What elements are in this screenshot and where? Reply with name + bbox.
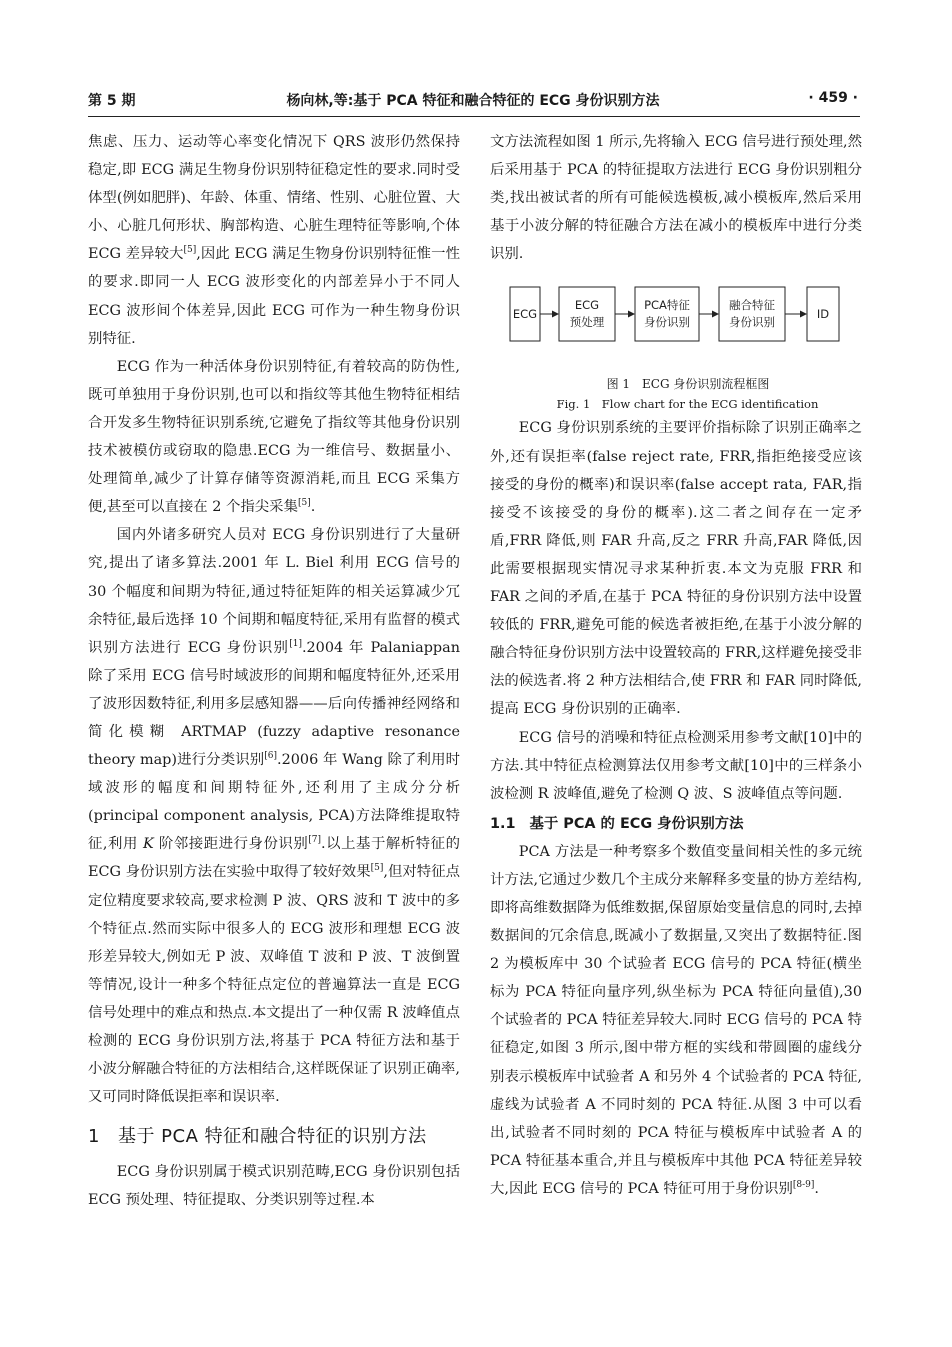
citation: [1] <box>289 638 302 649</box>
issue-number: 第 5 期 <box>88 93 136 109</box>
citation: [7] <box>308 835 322 846</box>
paragraph: ECG 身份识别属于模式识别范畴,ECG 身份识别包括 ECG 预处理、特征提取、分类识别等过程.本 <box>88 1164 460 1209</box>
paragraph: 文方法流程如图 1 所示,先将输入 ECG 信号进行预处理,然后采用基于 PCA 的特征提取方法进行 ECG 身份识别粗分类,找出被试者的所有可能候选模板,减小模板库,然后采用基于小波分解的特征融合方法在减小的模板库中进行分类识别. <box>490 134 862 263</box>
flowchart-figure <box>490 274 862 374</box>
citation: [6] <box>264 751 278 762</box>
svg-text:融合特征: 融合特征 <box>729 298 775 313</box>
paragraph: 焦虑、压力、运动等心率变化情况下 QRS 波形仍然保持稳定,即 ECG 满足生物身份识别特征稳定性的要求.同时受体型(例如肥胖)、年龄、体重、情绪、性别、心脏位置、大小、心脏几何形状、胸部构造、心脏生理特征等影响,个体 ECG 差异较大[5],因此 ECG 满足生物身份识别特征惟一性的要求.即同一人 ECG 波形变化的内部差异小于不同人 ECG 波形间个体差异,因此 ECG 可作为一种生物身份识别特征. <box>88 134 460 347</box>
right-column <box>490 128 862 1203</box>
svg-text:ECG: ECG <box>574 298 600 313</box>
svg-text:身份识别: 身份识别 <box>644 315 690 330</box>
figure-caption-en: Fig. 1 Flow chart for the ECG identification <box>556 397 819 412</box>
svg-text:预处理: 预处理 <box>569 315 605 330</box>
left-column <box>88 128 460 1214</box>
citation: [5] <box>183 245 197 256</box>
box-ecg-input <box>510 287 540 341</box>
citation: [5] <box>370 863 384 874</box>
paragraph: ECG 身份识别系统的主要评价指标除了识别正确率之外,还有误拒率(false reject rate, FRR,指拒绝接受应该接受的身份的概率)和误识率(false accept rata, FAR,指接受不该接受的身份的概率).这二者之间存在一定矛盾,FRR 降低,则 FAR 升高,反之 FRR 升高,FAR 降低,因此需要根据现实情况寻求某种折衷.本文为克服 FRR 和 FAR 之间的矛盾,在基于 PCA 特征的身份识别方法中设置较低的 FRR,避免可能的候选者被拒绝,在基于小波分解的融合特征身份识别方法中设置较高的 FRR,这样避免接受非法的候选者.将 2 种方法相结合,使 FRR 和 FAR 同时降低,提高 ECG 身份识别的正确率. <box>490 420 862 718</box>
citation: [8-9] <box>792 1179 815 1190</box>
box-preprocess <box>559 287 615 341</box>
svg-text:ID: ID <box>816 307 830 322</box>
running-title: 杨向林,等:基于 PCA 特征和融合特征的 ECG 身份识别方法 <box>286 93 660 109</box>
page-number: · 459 · <box>808 90 858 106</box>
paragraph: ECG 信号的消噪和特征点检测采用参考文献[10]中的方法.其中特征点检测算法仅用参考文献[10]中的三样条小波检测 R 波峰值,避免了检测 Q 波、S 波峰值点等问题. <box>490 729 862 802</box>
paragraph: ECG 作为一种活体身份识别特征,有着较高的防伪性,既可单独用于身份识别,也可以和指纹等其他生物特征相结合开发多生物特征识别系统,它避免了指纹等其他身份识别技术被模仿或窃取的隐患.ECG 为一维信号、数据量小、处理简单,减少了计算存储等资源消耗,而且 ECG 采集方便,甚至可以直接在 2 个指尖采集[5]. <box>88 358 460 516</box>
svg-text:身份识别: 身份识别 <box>729 315 775 330</box>
figure-caption-cn: 图 1 ECG 身份识别流程框图 <box>606 377 770 392</box>
svg-text:ECG: ECG <box>512 307 538 322</box>
subsection-heading: 1.1 基于 PCA 的 ECG 身份识别方法 <box>490 815 744 832</box>
box-id-output <box>807 287 839 341</box>
citation: [5] <box>297 498 311 509</box>
running-header <box>88 90 858 114</box>
box-fusion-identification <box>719 287 785 341</box>
paragraph: 国内外诸多研究人员对 ECG 身份识别进行了大量研究,提出了诸多算法.2001 年 L. Biel 利用 ECG 信号的 30 个幅度和间期为特征,通过特征矩阵的相关运算减少冗余特征,最后选择 10 个间期和幅度特征,采用有监督的模式识别方法进行 ECG 身份识别[1].2004 年 Palaniappan 除了采用 ECG 信号时域波形的间期和幅度特征外,还采用了波形因数特征,利用多层感知器——后向传播神经网络和简化模糊 ARTMAP (fuzzy adaptive resonance theory map)进行分类识别[6].2006 年 Wang 除了利用时域波形的幅度和间期特征外,还利用了主成分分析(principal component analysis, PCA)方法降维提取特征,利用 K 阶邻接距进行身份识别[7].以上基于解析特征的 ECG 身份识别方法在实验中取得了较好效果[5],但对特征点定位精度要求较高,要求检测 P 波、QRS 波和 T 波中的多个特征点.然而实际中很多人的 ECG 波形和理想 ECG 波形差异较大,例如无 P 波、双峰值 T 波和 P 波、T 波倒置等情况,设计一种多个特征点定位的普遍算法一直是 ECG 信号处理中的难点和热点.本文提出了一种仅需 R 波峰值点检测的 ECG 身份识别方法,将基于 PCA 特征方法和基于小波分解融合特征的方法相结合,这样既保证了识别正确率,又可同时降低误拒率和误识率. <box>88 527 461 1106</box>
svg-text:PCA特征: PCA特征 <box>644 298 690 313</box>
box-pca-identification <box>635 287 699 341</box>
flowchart-diagram <box>502 274 852 348</box>
paragraph: PCA 方法是一种考察多个数值变量间相关性的多元统计方法,它通过少数几个主成分来解释多变量的协方差结构,即将高维数据降为低维数据,保留原始变量信息的同时,去掉数据间的冗余信息,既减小了数据量,又突出了数据特征.图 2 为模板库中 30 个试验者 ECG 信号的 PCA 特征(横坐标为 PCA 特征向量序列,纵坐标为 PCA 特征向量值),30 个试验者的 PCA 特征差异较大.同时 ECG 信号的 PCA 特征稳定,如图 3 所示,图中带方框的实线和带圆圈的虚线分别表示模板库中试验者 A 和另外 4 个试验者的 PCA 特征,虚线为试验者 A 不同时刻的 PCA 特征.从图 3 中可以看出,试验者不同时刻的 PCA 特征与模板库中试验者 A 的 PCA 特征基本重合,并且与模板库中其他 PCA 特征差异较大,因此 ECG 信号的 PCA 特征可用于身份识别[8-9]. <box>490 843 862 1197</box>
section-heading: 1 基于 PCA 特征和融合特征的识别方法 <box>88 1126 427 1148</box>
header-rule <box>88 116 860 117</box>
